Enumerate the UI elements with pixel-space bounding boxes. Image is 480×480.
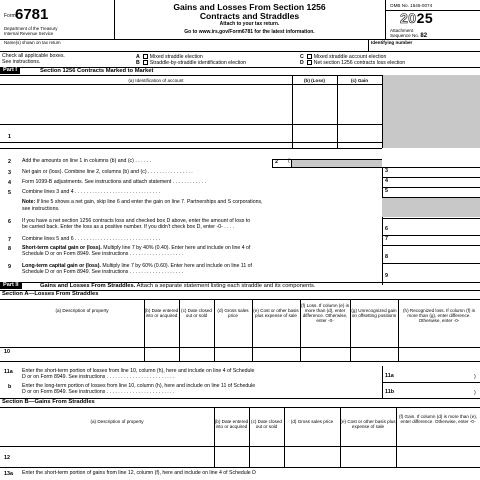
section-a-title: Section A—Losses From Straddles bbox=[2, 291, 99, 297]
secB-col-f: (f) Gain. If column (d) is more than (e), enter difference. Otherwise, enter -0- bbox=[398, 414, 478, 425]
checkbox-b-box[interactable] bbox=[143, 60, 148, 65]
line-13a-number: 13a bbox=[4, 471, 13, 477]
sequence-label: Sequence No. 82 bbox=[390, 33, 428, 39]
attachment-label: Attachment bbox=[390, 28, 414, 33]
form-label: Form bbox=[4, 13, 16, 19]
line-11a-paren: ) bbox=[474, 374, 476, 380]
line-9-box: 9 bbox=[382, 273, 388, 282]
part1-title: Section 1256 Contracts Marked to Market bbox=[40, 67, 154, 74]
line-2-box: 2 bbox=[272, 159, 292, 167]
checkbox-c[interactable]: C Mixed straddle account election bbox=[300, 53, 387, 60]
line-6-text: If you have a net section 1256 contracts loss and checked box D above, enter the amount of loss to be carried back. Enter the loss as a positive number. If you didn't check box D, enter -0- . . . . bbox=[22, 218, 251, 230]
line-11b-paren: ) bbox=[474, 390, 476, 396]
line-11a-text: Enter the short-term portion of losses from line 10, column (h), here and include on line 4 of Schedule D or on Form 8949. See instructions . . . . . . . . . . . . . . . . . . . . . . . . bbox=[22, 368, 255, 380]
checkbox-b[interactable]: B Straddle-by-straddle identification election bbox=[136, 59, 247, 66]
line-2-text: Add the amounts on line 1 in columns (b) and (c) . . . . . . bbox=[22, 158, 152, 164]
line-2-paren: ( bbox=[288, 158, 290, 164]
secA-col-g: (g) Unrecognized gain on offsetting positions bbox=[351, 308, 397, 319]
line-5-note-cont: see instructions. bbox=[22, 206, 60, 212]
line-5-box: 5 bbox=[382, 188, 388, 197]
line-11a-number: 11a bbox=[4, 369, 13, 375]
line-5-text: Combine lines 3 and 4 . . . . . . . . . . . . . . . . . . . . . . . . . . . . . . bbox=[22, 189, 161, 195]
checkbox-d[interactable]: D Net section 1256 contracts loss election bbox=[300, 59, 406, 66]
line-10-number: 10 bbox=[4, 349, 10, 355]
line-7-text: Combine lines 5 and 6 . . . . . . . . . . . . . . . . . . . . . . . . . . . . . . bbox=[22, 236, 161, 242]
tax-year: 2025 bbox=[400, 10, 434, 26]
line-12-number: 12 bbox=[4, 455, 10, 461]
secA-col-c: (c) Date closed out or sold bbox=[181, 308, 212, 319]
form-number: 6781 bbox=[15, 6, 49, 23]
id-number-label: Identifying number bbox=[371, 40, 413, 45]
form-title: Gains and Losses From Section 1256 Contracts and Straddles bbox=[173, 2, 326, 22]
line-6-number: 6 bbox=[8, 219, 11, 225]
line-12-entry[interactable] bbox=[20, 447, 214, 466]
line-7-box: 7 bbox=[382, 236, 388, 245]
line-3-text: Net gain or (loss). Combine line 2, columns (b) and (c) . . . . . . . . . . . . . . . . bbox=[22, 169, 193, 175]
part1-label: Part I bbox=[0, 67, 20, 74]
line-4-text: Form 1099-B adjustments. See instructions and attach statement . . . . . . . . . . . . bbox=[22, 179, 206, 185]
line-5-note: Note: If line 5 shows a net gain, skip line 6 and enter the gain on line 7. Partnerships and S corporations, bbox=[22, 199, 263, 205]
checkbox-c-box[interactable] bbox=[307, 54, 312, 59]
secA-col-f: (f) Loss. If column (e) is more than (d), enter difference. Otherwise, enter -0- bbox=[301, 303, 349, 324]
goto-note: Go to www.irs.gov/Form6781 for the latest information. bbox=[184, 29, 315, 35]
line-8-box: 8 bbox=[382, 254, 388, 263]
line-8-number: 8 bbox=[8, 246, 11, 252]
attach-note: Attach to your tax return. bbox=[219, 21, 280, 27]
dept-line2: Internal Revenue Service bbox=[4, 31, 54, 36]
part2-title: Gains and Losses From Straddles. Attach a separate statement listing each straddle and its components. bbox=[40, 282, 316, 289]
checkbox-a[interactable]: A Mixed straddle election bbox=[136, 53, 203, 60]
omb-number: OMB No. 1545-0074 bbox=[390, 3, 433, 8]
line-7-number: 7 bbox=[8, 237, 11, 243]
checkbox-d-box[interactable] bbox=[307, 60, 312, 65]
line-4-box: 4 bbox=[382, 178, 388, 187]
col-b-header: (b) (Loss) bbox=[304, 78, 325, 83]
line-9-text: Long-term capital gain or (loss). Multiply line 7 by 60% (0.60). Enter here and include on line 11 of Schedule D or on Form 8949. See instructions . . . . . . . . . . . . . . . . . . . bbox=[22, 263, 252, 275]
secA-col-e: (e) Cost or other basis plus expense of sale bbox=[253, 308, 299, 319]
line-10-entry[interactable] bbox=[20, 348, 144, 360]
secA-col-d: (d) Gross sales price bbox=[217, 308, 249, 319]
line-5-number: 5 bbox=[8, 190, 11, 196]
line-6-box: 6 bbox=[382, 226, 388, 235]
line-8-text: Short-term capital gain or (loss). Multiply line 7 by 40% (0.40). Enter here and include on line 4 of Schedule D or on Form 8949. See instructions . . . . . . . . . . . . . . . . . . . bbox=[22, 245, 251, 257]
secB-col-e: (e) Cost or other basis plus expense of sale bbox=[340, 419, 396, 430]
line-13a-text: Enter the short-term portion of gains from line 12, column (f), here and include on line 4 of Schedule D bbox=[22, 470, 256, 476]
col-a-header: (a) Identification of account bbox=[128, 78, 184, 83]
line-11b-number: b bbox=[8, 384, 12, 390]
secA-col-h: (h) Recognized loss. If column (f) is more than (g), enter difference. Otherwise, enter -0- bbox=[403, 308, 475, 324]
line-4-number: 4 bbox=[8, 180, 11, 186]
checkbox-a-box[interactable] bbox=[143, 54, 148, 59]
dept-line1: Department of the Treasury bbox=[4, 26, 58, 31]
line-11b-box: 11b bbox=[382, 389, 394, 398]
secB-col-c: (c) Date closed out or sold bbox=[251, 419, 282, 430]
line-9-number: 9 bbox=[8, 264, 11, 270]
line-2-number: 2 bbox=[8, 159, 11, 165]
line-1-entry[interactable] bbox=[20, 126, 290, 141]
checkbox-intro: Check all applicable boxes. See instructions. bbox=[2, 53, 65, 65]
line-3-box: 3 bbox=[382, 168, 388, 177]
secA-col-b: (b) Date entered into or acquired bbox=[144, 308, 179, 319]
secB-col-b: (b) Date entered into or acquired bbox=[214, 419, 249, 430]
secB-col-d: (d) Gross sales price bbox=[290, 419, 334, 424]
names-label: Name(s) shown on tax return bbox=[4, 40, 61, 45]
part2-label: Part II bbox=[0, 282, 22, 289]
col-c-header: (c) Gain bbox=[350, 78, 369, 83]
line-1-number: 1 bbox=[8, 134, 11, 140]
secA-col-a: (a) Description of property bbox=[55, 308, 109, 313]
line-3-number: 3 bbox=[8, 170, 11, 176]
line-11b-text: Enter the long-term portion of losses from line 10, column (h), here and include on line 11 of Schedule D or on Form 8949. See instructions . . . . . . . . . . . . . . . . . . . . . . . . bbox=[22, 383, 256, 395]
section-b-title: Section B—Gains From Straddles bbox=[2, 399, 95, 405]
secB-col-a: (a) Description of property bbox=[90, 419, 144, 424]
line-11a-box: 11a bbox=[382, 373, 394, 382]
